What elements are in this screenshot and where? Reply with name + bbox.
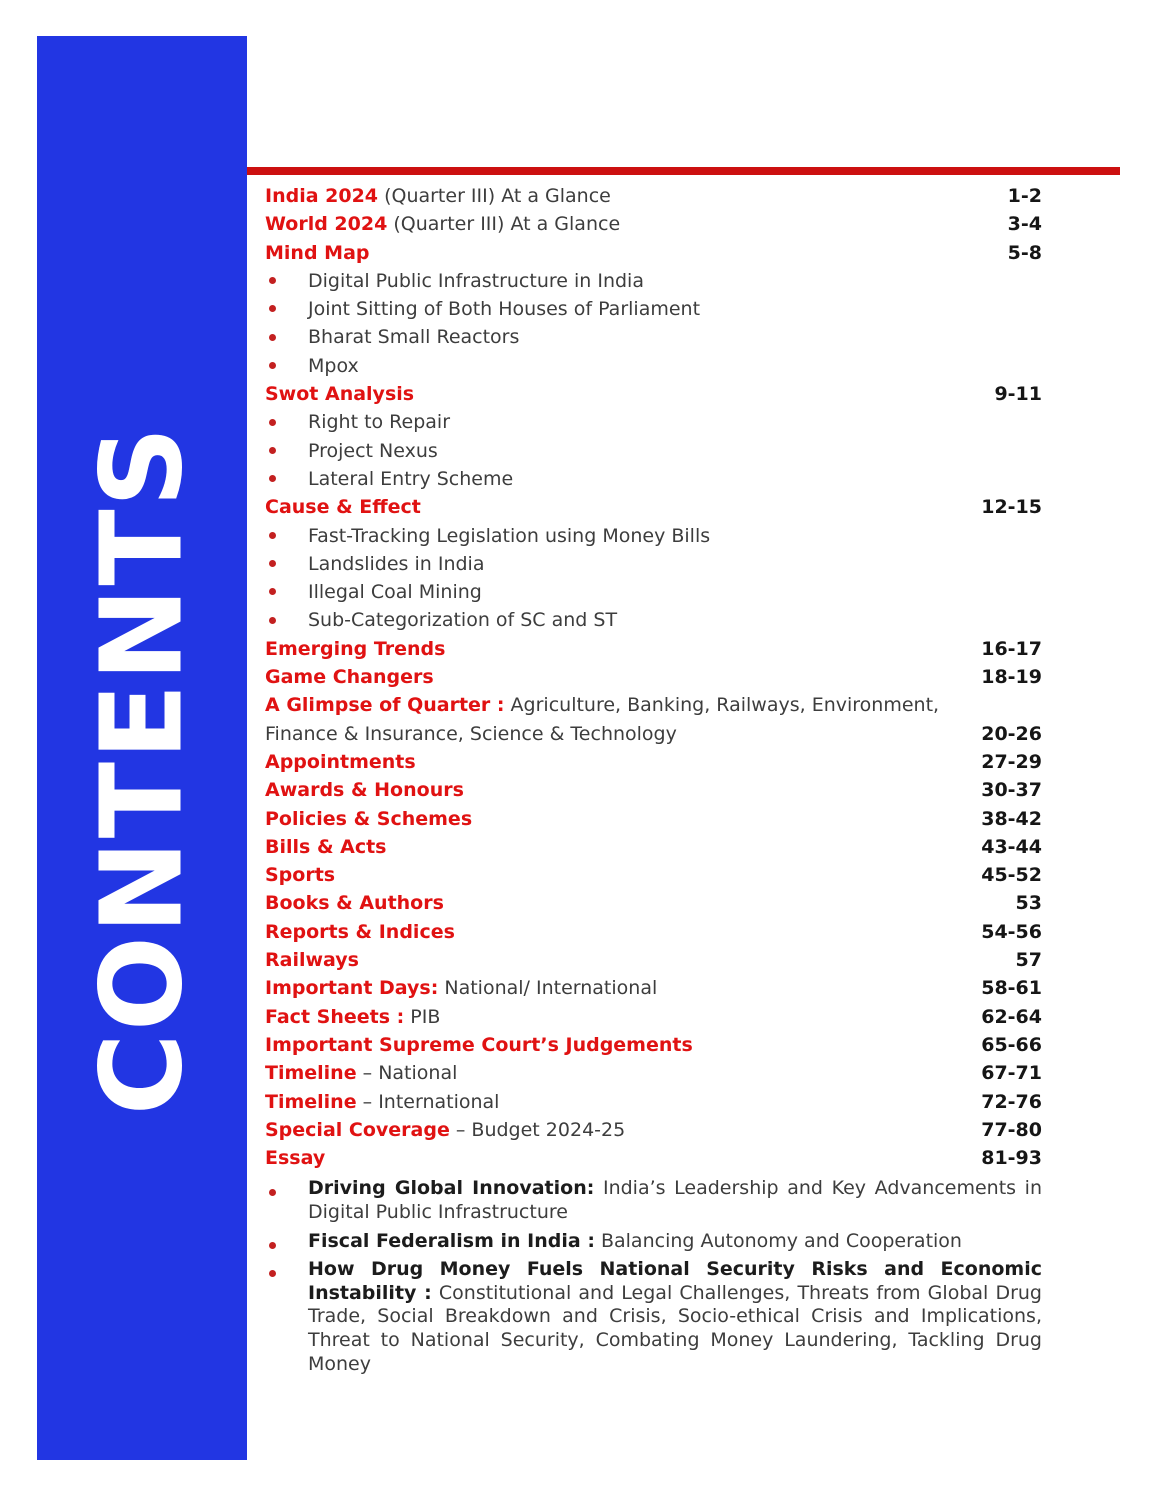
bullet-icon bbox=[269, 560, 276, 567]
text-segment: Railways bbox=[265, 949, 359, 972]
toc-row-pages: 27-29 bbox=[981, 750, 1042, 773]
text-segment: Appointments bbox=[265, 750, 416, 773]
toc-row-text bbox=[265, 1258, 1042, 1376]
text-segment: Driving Global Innovation: bbox=[308, 1177, 595, 1200]
toc-row-text bbox=[265, 465, 1042, 493]
toc-row-text bbox=[265, 694, 939, 716]
toc-row bbox=[265, 691, 1042, 719]
toc-row bbox=[265, 1177, 1042, 1224]
toc-row-text bbox=[265, 1062, 457, 1084]
bullet-icon bbox=[269, 532, 276, 539]
toc-row-text bbox=[265, 1091, 499, 1113]
bullet-icon bbox=[269, 334, 276, 341]
toc-row-text bbox=[265, 213, 620, 235]
toc-row-text bbox=[265, 921, 455, 943]
toc-row-pages: 57 bbox=[1015, 949, 1042, 972]
text-segment: Illegal Coal Mining bbox=[308, 581, 482, 604]
toc-row bbox=[265, 776, 1042, 804]
bullet-icon bbox=[269, 617, 276, 624]
toc-row-text bbox=[265, 864, 335, 886]
toc-row-pages: 16-17 bbox=[981, 637, 1042, 660]
toc-row-text bbox=[265, 496, 421, 518]
toc-row bbox=[265, 493, 1042, 521]
toc-row-text bbox=[265, 267, 1042, 295]
toc-row-pages: 72-76 bbox=[981, 1090, 1042, 1113]
toc-row-text bbox=[265, 779, 464, 801]
toc-row-text bbox=[265, 949, 359, 971]
bullet-icon bbox=[269, 447, 276, 454]
text-segment: Right to Repair bbox=[308, 411, 451, 434]
bullet-icon bbox=[269, 362, 276, 369]
toc-row bbox=[265, 1031, 1042, 1059]
toc-row bbox=[265, 1003, 1042, 1031]
toc-row-text bbox=[265, 383, 414, 405]
text-segment: Special Coverage bbox=[265, 1118, 450, 1141]
toc-row bbox=[265, 1059, 1042, 1087]
toc-row bbox=[265, 550, 1042, 578]
toc-row bbox=[265, 861, 1042, 889]
toc-row bbox=[265, 805, 1042, 833]
text-segment: – Budget 2024-25 bbox=[449, 1118, 626, 1141]
text-segment: Finance & Insurance, Science & Technology bbox=[265, 722, 677, 745]
text-segment: PIB bbox=[404, 1005, 441, 1028]
toc-row-text bbox=[265, 295, 1042, 323]
text-segment: Bills & Acts bbox=[265, 835, 387, 858]
toc-row bbox=[265, 918, 1042, 946]
toc-row bbox=[265, 889, 1042, 917]
toc-row bbox=[265, 663, 1042, 691]
text-segment: Project Nexus bbox=[308, 439, 438, 462]
toc-row-text bbox=[265, 1147, 325, 1169]
text-segment: Essay bbox=[265, 1147, 326, 1170]
text-segment: Timeline bbox=[265, 1062, 357, 1085]
text-segment: Bharat Small Reactors bbox=[308, 326, 520, 349]
bullet-icon bbox=[269, 419, 276, 426]
toc-row-pages: 54-56 bbox=[981, 920, 1042, 943]
text-segment: National/ International bbox=[438, 977, 658, 1000]
toc-row-text bbox=[265, 323, 1042, 351]
toc-list bbox=[265, 182, 1042, 1376]
toc-row bbox=[265, 946, 1042, 974]
toc-row-pages: 53 bbox=[1015, 892, 1042, 915]
toc-row-pages: 62-64 bbox=[981, 1005, 1042, 1028]
text-segment: Fiscal Federalism in India : bbox=[308, 1229, 595, 1252]
text-segment: A Glimpse of Quarter : bbox=[265, 694, 505, 717]
toc-row bbox=[265, 1230, 1042, 1254]
text-segment: Books & Authors bbox=[265, 892, 444, 915]
toc-row-pages: 58-61 bbox=[981, 977, 1042, 1000]
toc-row bbox=[265, 578, 1042, 606]
text-segment: Constitutional and Legal Challenges, Threats from Global Drug Trade, Social Breakdown and Crisis, Socio-ethical Crisis and Implications, Threat to National Security, Combating Money Laundering, Tackling Drug Money bbox=[308, 1281, 1042, 1375]
contents-banner-label: CONTENTS bbox=[77, 424, 207, 1116]
text-segment: Awards & Honours bbox=[265, 779, 464, 802]
top-red-rule bbox=[247, 167, 1120, 175]
toc-row bbox=[265, 833, 1042, 861]
text-segment: Mind Map bbox=[265, 241, 370, 264]
toc-row-text bbox=[265, 1230, 1042, 1254]
toc-row-pages: 20-26 bbox=[981, 722, 1042, 745]
text-segment: Fact Sheets : bbox=[265, 1005, 405, 1028]
text-segment: Emerging Trends bbox=[265, 637, 446, 660]
toc-row bbox=[265, 408, 1042, 436]
toc-row-text bbox=[265, 1119, 625, 1141]
toc-row bbox=[265, 239, 1042, 267]
text-segment: Important Days: bbox=[265, 977, 439, 1000]
toc-row-text bbox=[265, 723, 677, 745]
toc-row-text bbox=[265, 977, 657, 999]
text-segment: Policies & Schemes bbox=[265, 807, 473, 830]
toc-row-text bbox=[265, 606, 1042, 634]
toc-row bbox=[265, 748, 1042, 776]
text-segment: India’s Leadership and Key Advancements in Digital Public Infrastructure bbox=[308, 1177, 1042, 1223]
text-segment: Timeline bbox=[265, 1090, 357, 1113]
toc-row-pages: 77-80 bbox=[981, 1118, 1042, 1141]
toc-row bbox=[265, 720, 1042, 748]
bullet-icon bbox=[269, 1242, 276, 1249]
toc-row bbox=[265, 437, 1042, 465]
text-segment: (Quarter III) At a Glance bbox=[387, 213, 621, 236]
text-segment: Landslides in India bbox=[308, 552, 485, 575]
text-segment: Fast-Tracking Legislation using Money Bills bbox=[308, 524, 711, 547]
toc-row bbox=[265, 182, 1042, 210]
toc-row bbox=[265, 323, 1042, 351]
toc-row-text bbox=[265, 550, 1042, 578]
toc-row-pages: 30-37 bbox=[981, 779, 1042, 802]
toc-row-text bbox=[265, 1034, 693, 1056]
toc-row bbox=[265, 1088, 1042, 1116]
bullet-icon bbox=[269, 277, 276, 284]
toc-row-pages: 81-93 bbox=[981, 1147, 1042, 1170]
toc-row-text bbox=[265, 1006, 440, 1028]
toc-row-pages: 65-66 bbox=[981, 1033, 1042, 1056]
toc-row bbox=[265, 1116, 1042, 1144]
toc-row-pages: 43-44 bbox=[981, 835, 1042, 858]
toc-row bbox=[265, 1258, 1042, 1376]
toc-row-text bbox=[265, 408, 1042, 436]
text-segment: Agriculture, Banking, Railways, Environment, bbox=[504, 694, 940, 717]
text-segment: Lateral Entry Scheme bbox=[308, 467, 514, 490]
text-segment: Sub-Categorization of SC and ST bbox=[308, 609, 618, 632]
toc-row-pages: 3-4 bbox=[1007, 213, 1042, 236]
toc-row-pages: 9-11 bbox=[994, 383, 1042, 406]
text-segment: Swot Analysis bbox=[265, 383, 415, 406]
toc-row-text bbox=[265, 836, 387, 858]
text-segment: India 2024 bbox=[265, 185, 379, 207]
toc-row-pages: 1-2 bbox=[1007, 185, 1042, 207]
toc-row-pages: 67-71 bbox=[981, 1062, 1042, 1085]
toc-row-text bbox=[265, 666, 434, 688]
text-segment: Cause & Effect bbox=[265, 496, 421, 519]
toc-row-text bbox=[265, 242, 370, 264]
toc-row-text bbox=[265, 638, 445, 660]
toc-row-pages: 38-42 bbox=[981, 807, 1042, 830]
toc-row bbox=[265, 522, 1042, 550]
toc-row-text bbox=[265, 808, 472, 830]
toc-row-text bbox=[265, 522, 1042, 550]
text-segment: – International bbox=[356, 1090, 500, 1113]
toc-row-text bbox=[265, 185, 611, 207]
toc-row bbox=[265, 974, 1042, 1002]
text-segment: Mpox bbox=[308, 354, 359, 377]
text-segment: Game Changers bbox=[265, 666, 434, 689]
toc-row-text bbox=[265, 352, 1042, 380]
toc-row bbox=[265, 1144, 1042, 1172]
toc-row-pages: 45-52 bbox=[981, 864, 1042, 887]
toc-row bbox=[265, 606, 1042, 634]
text-segment: Sports bbox=[265, 864, 336, 887]
text-segment: Reports & Indices bbox=[265, 920, 455, 943]
toc-row-pages: 18-19 bbox=[981, 666, 1042, 689]
toc-row-text bbox=[265, 892, 444, 914]
toc-row bbox=[265, 352, 1042, 380]
text-segment: How Drug Money Fuels National Security Risks and Economic Instability : bbox=[308, 1258, 1042, 1304]
text-segment: (Quarter III) At a Glance bbox=[378, 185, 611, 207]
toc-row-text bbox=[265, 751, 416, 773]
toc-row bbox=[265, 295, 1042, 323]
toc-row-text bbox=[265, 578, 1042, 606]
text-segment: – National bbox=[356, 1062, 458, 1085]
text-segment: Joint Sitting of Both Houses of Parliament bbox=[308, 298, 701, 321]
toc-row bbox=[265, 465, 1042, 493]
toc-row-text bbox=[265, 437, 1042, 465]
text-segment: Balancing Autonomy and Cooperation bbox=[594, 1229, 962, 1252]
toc-row-text bbox=[265, 1177, 1042, 1224]
text-segment: Important Supreme Court’s Judgements bbox=[265, 1033, 693, 1056]
toc-row-pages: 5-8 bbox=[1007, 241, 1042, 264]
toc-row bbox=[265, 210, 1042, 238]
contents-banner bbox=[37, 36, 247, 1460]
toc-row bbox=[265, 635, 1042, 663]
text-segment: Digital Public Infrastructure in India bbox=[308, 269, 644, 292]
toc-row bbox=[265, 380, 1042, 408]
text-segment: World 2024 bbox=[265, 213, 388, 236]
toc-row-pages: 12-15 bbox=[981, 496, 1042, 519]
toc-row bbox=[265, 267, 1042, 295]
